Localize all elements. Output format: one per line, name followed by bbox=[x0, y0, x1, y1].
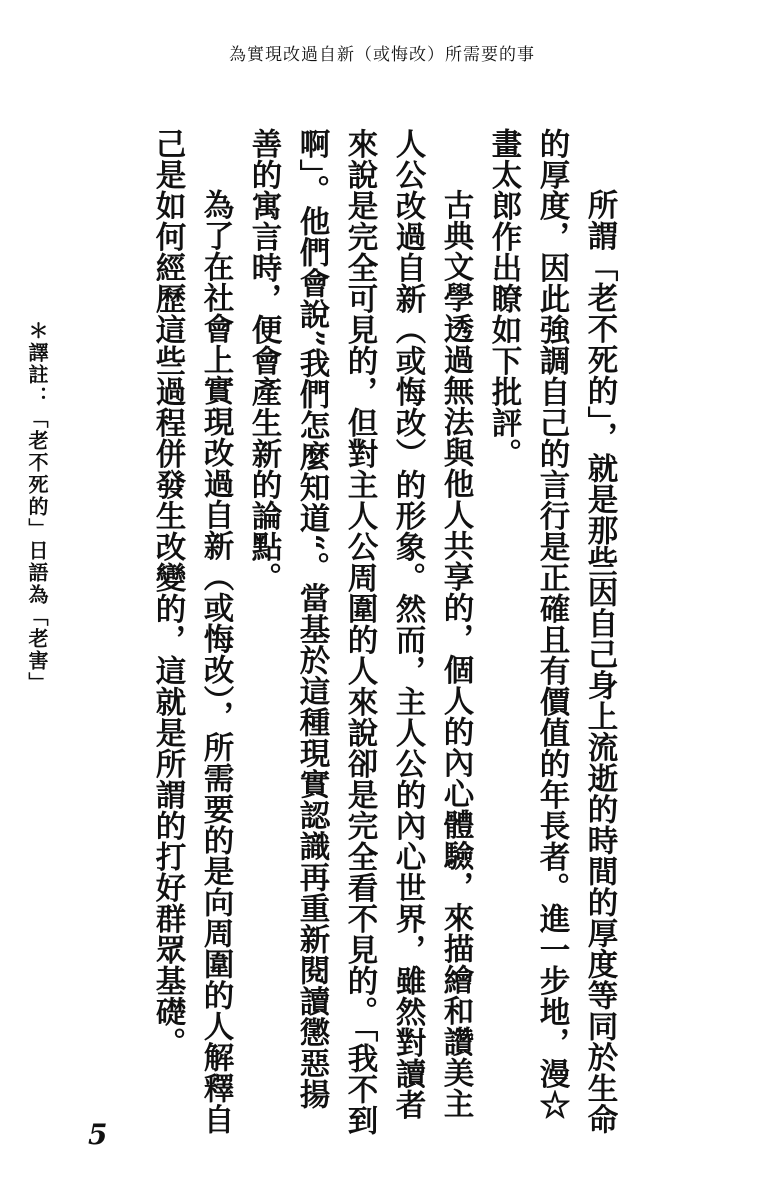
translator-footnote: ＊譯註：「老不死的」日語為「老害」 bbox=[25, 320, 49, 694]
page-header: 為實現改過自新（或悔改）所需要的事 bbox=[229, 45, 535, 65]
paragraph: 古典文學透過無法與他人共享的，個人的內心體驗，來描繪和讚美主人公改過自新（或悔改）的形象。然而，主人公的內心世界，雖然對讀者來說是完全可見的，但對主人公周圍的人來說卻是完全看不見的。「我不到啊」。他們會說”我們怎麼知道“。當基於這種現實認識再重新閱讀懲惡揚善的寓言時，便會產生新的論點。 bbox=[246, 128, 474, 1136]
body-text bbox=[144, 128, 624, 1138]
paragraph: 為了在社會上實現改過自新（或悔改），所需要的是向周圍的人解釋自己是如何經歷這些過程併發生改變的，這就是所謂的打好群眾基礎。 bbox=[150, 128, 234, 1135]
paragraph: 所謂「老不死的」，就是那些因自己身上流逝的時間的厚度等同於生命的厚度，因此強調自己的言行是正確且有價值的年長者。進一步地，漫☆畫太郎作出瞭如下批評。 bbox=[486, 128, 618, 1135]
page-number: 5 bbox=[88, 1118, 108, 1151]
